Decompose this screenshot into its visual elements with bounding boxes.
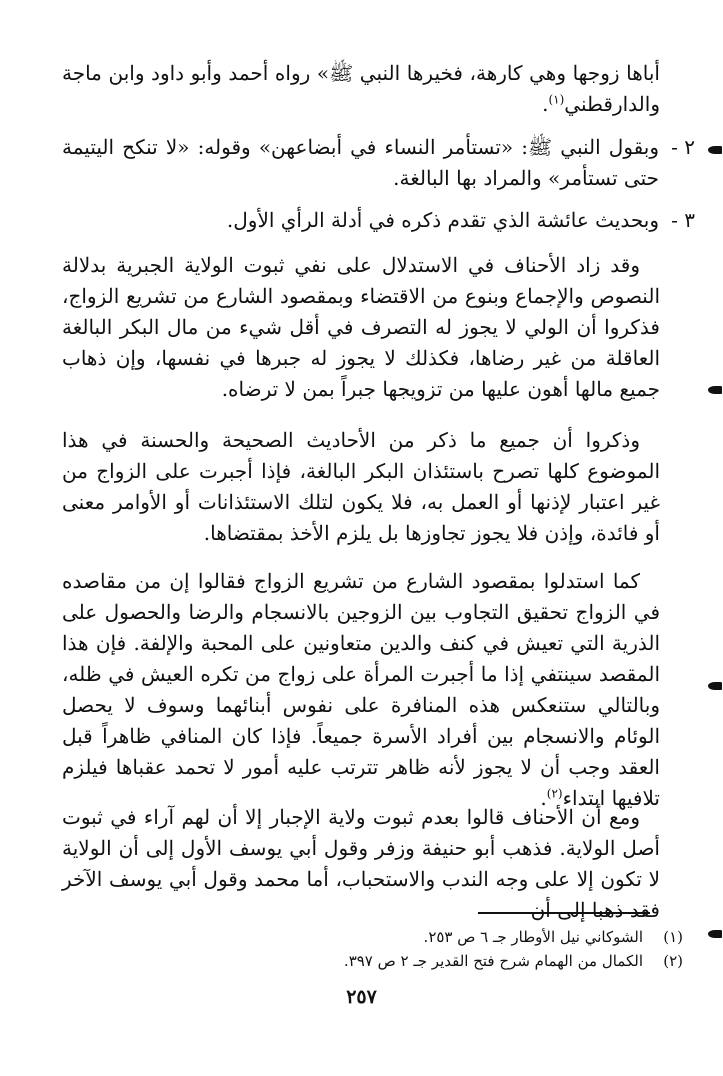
- list-item-3: [62, 205, 695, 236]
- footnote-number: (١): [663, 928, 683, 946]
- margin-mark: [708, 146, 722, 154]
- paragraph-end: .: [542, 92, 549, 116]
- list-item-2: [62, 132, 695, 194]
- footnote-text: الكمال من الهمام شرح فتح القدير جـ ٢ ص ٣٩٧.: [343, 952, 643, 970]
- margin-mark: [708, 386, 722, 394]
- margin-mark: [708, 930, 722, 938]
- footnote-number: (٢): [663, 952, 683, 970]
- footnote-1: [83, 926, 683, 948]
- paragraph-1: وقد زاد الأحناف في الاستدلال على نفي ثبوت الولاية الجبرية بدلالة النصوص والإجماع وبنوع من الاقتضاء وبمقصود الشارع من تشريع الزواج، فذكروا أن الولي لا يجوز له التصرف في أقل شيء من مال البكر البالغة العاقلة من غير رضاها، فكذلك لا يجوز له جبرها في نفسها، وإن ذهاب جميع مالها أهون عليها من تزويجها جبراً بمن لا ترضاه.: [62, 253, 660, 401]
- page-number: ٢٥٧: [346, 986, 377, 1008]
- list-item-text: وبحديث عائشة الذي تقدم ذكره في أدلة الرأي الأول.: [226, 208, 659, 232]
- footnote-text: الشوكاني نيل الأوطار جـ ٦ ص ٢٥٣.: [423, 928, 643, 946]
- footnote-ref-1: (١): [548, 92, 565, 107]
- paragraph-4: ومع أن الأحناف قالوا بعدم ثبوت ولاية الإجبار إلا أن لهم آراء في ثبوت أصل الولاية. فذهب أبو حنيفة وزفر وقول أبي يوسف الأول إلى أن الولاية لا تكون إلا على وجه الندب والاستحباب، أما محمد وقول أبي يوسف الآخر فقد ذهبا إلى أن: [62, 805, 660, 922]
- paragraph-2: وذكروا أن جميع ما ذكر من الأحاديث الصحيحة والحسنة في هذا الموضوع كلها تصرح باستئذان البكر البالغة، فإذا أجبرت على الزواج من غير اعتبار لإذنها أو العمل به، فلا يكون لتلك الاستئذانات أو الأوامر معنى أو فائدة، وإذن فلا يجوز تجاوزها بل يلزم الأخذ بمقتضاها.: [62, 428, 660, 545]
- margin-mark: [708, 682, 722, 690]
- paragraph-3: [62, 566, 660, 814]
- list-item-number: ٣ -: [671, 208, 695, 232]
- list-item-number: ٢ -: [671, 135, 695, 159]
- paragraph-continuation: [62, 58, 660, 120]
- paragraph-end: .: [540, 786, 547, 810]
- paragraph-text: كما استدلوا بمقصود الشارع من تشريع الزواج فقالوا إن من مقاصده في الزواج تحقيق التجاوب بين الزوجين بالانسجام والرضا والحصول على الذرية التي تعيش في كنف والدين متعاونين على المحبة والإلفة. فإن هذا المقصد سينتفي إذا ما أجبرت المرأة على زواج من تكره العيش في ظله، وبالتالي ستنعكس هذه المنافرة على نفوس أبنائهما وسوف لا يحصل الوئام والانسجام بين أفراد الأسرة جميعاً. فإذا كان المنافي ظاهراً قبل العقد وجب أن لا يجوز لأنه ظاهر تترتب عليه أمور لا تحمد عقباها فيلزم تلافيها ابتداء: [62, 569, 660, 810]
- footnote-ref-2: (٢): [546, 786, 563, 801]
- list-item-text: وبقول النبي ﷺ: «تستأمر النساء في أبضاعهن» وقوله: «لا تنكح اليتيمة حتى تستأمر» والمراد بها البالغة.: [62, 135, 659, 190]
- paragraph-text: أباها زوجها وهي كارهة، فخيرها النبي ﷺ» رواه أحمد وأبو داود وابن ماجة والدارقطني: [62, 61, 660, 116]
- footnote-2: [83, 950, 683, 972]
- footnote-divider: [478, 912, 650, 914]
